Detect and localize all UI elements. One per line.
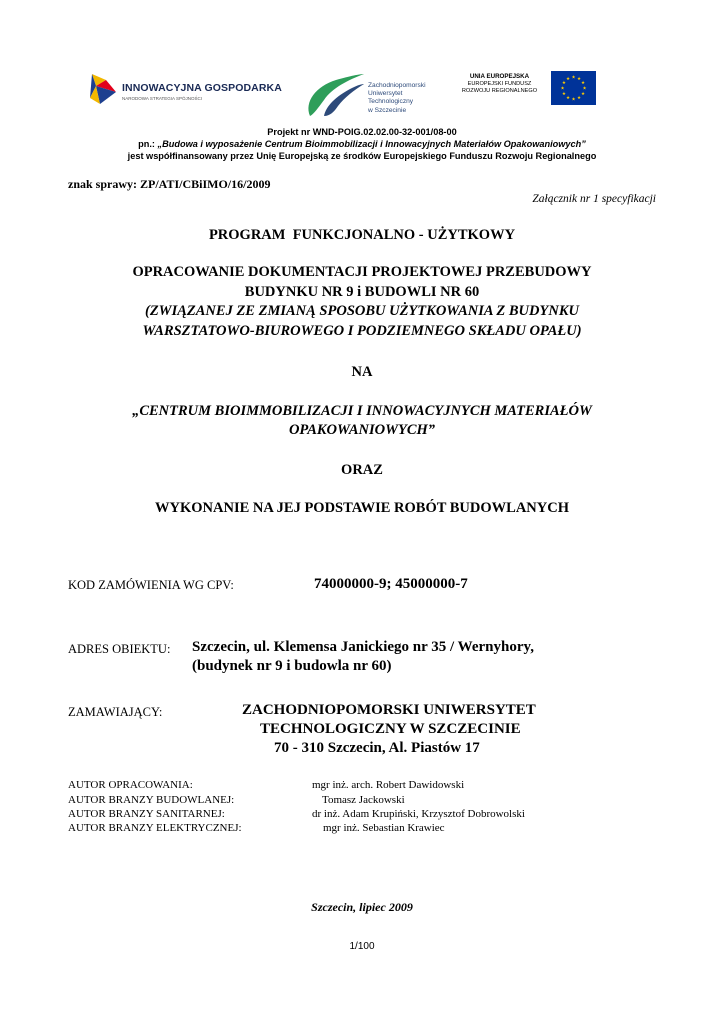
zut-line: Technologiczny (368, 98, 414, 106)
construction-heading: WYKONANIE NA JEJ PODSTAWIE ROBÓT BUDOWLANYCH (155, 500, 569, 516)
scope-line: BUDYNKU NR 9 i BUDOWLI NR 60 (244, 283, 480, 300)
scope-heading (0, 263, 724, 341)
client-label: ZAMAWIAJĄCY: (68, 705, 163, 719)
author-name: Tomasz Jackowski (322, 794, 405, 806)
author-role: AUTOR BRANZY ELEKTRYCZNEJ: (68, 822, 242, 834)
innowacyjna-gospodarka-logo (86, 68, 282, 112)
centrum-heading (0, 402, 724, 440)
address-line: Szczecin, ul. Klemensa Janickiego nr 35 / Wernyhory, (192, 639, 534, 655)
attachment-note: Załącznik nr 1 specyfikacji (532, 193, 656, 205)
scope-line: (ZWIĄZANEJ ZE ZMIANĄ SPOSOBU UŻYTKOWANIA Z BUDYNKU (145, 303, 579, 319)
author-name: dr inż. Adam Krupiński, Krzysztof Dobrowolski (312, 808, 525, 820)
financing-note: jest współfinansowany przez Unię Europejską ze środków Europejskiego Funduszu Rozwoju Regionalnego (127, 151, 597, 161)
eu-logo-line: EUROPEJSKI FUNDUSZ (467, 80, 532, 87)
eu-logo-text (452, 73, 547, 96)
zut-line: Uniwersytet (368, 90, 403, 98)
case-number: znak sprawy: ZP/ATI/CBiIMO/16/2009 (68, 177, 271, 191)
eu-star-icon: ★ (565, 77, 571, 83)
document-date: Szczecin, lipiec 2009 (311, 900, 413, 914)
scope-line: WARSZTATOWO-BIUROWEGO I PODZIEMNEGO SKŁADU OPAŁU) (142, 322, 582, 339)
ig-logo-name: INNOWACYJNA GOSPODARKA (122, 82, 282, 94)
zut-emblem-icon (302, 72, 364, 118)
program-heading: PROGRAM FUNKCJONALNO - UŻYTKOWY (208, 227, 516, 243)
client-address: 70 - 310 Szczecin, Al. Piastów 17 (274, 740, 480, 756)
eu-star-icon: ★ (571, 75, 576, 81)
project-number: Projekt nr WND-POIG.02.02.00-32-001/08-00 (267, 127, 457, 137)
project-name-prefix: pn.: (138, 139, 158, 149)
innowacyjna-gospodarka-emblem-icon (88, 72, 118, 106)
client-name: TECHNOLOGICZNY W SZCZECINIE (260, 721, 521, 737)
zut-logo (302, 70, 452, 118)
project-name: „Budowa i wyposażenie Centrum Bioimmobilizacji i Innowacyjnych Materiałów Opakowaniowych” (157, 139, 586, 149)
zut-line: w Szczecinie (368, 106, 407, 114)
zut-line: Zachodniopomorski (368, 82, 426, 89)
cpv-label: KOD ZAMÓWIENIA WG CPV: (68, 578, 234, 592)
cpv-value: 74000000-9; 45000000-7 (314, 576, 468, 592)
author-name: mgr inż. arch. Robert Dawidowski (312, 779, 465, 791)
na-heading: NA (351, 364, 373, 380)
address-label: ADRES OBIEKTU: (68, 642, 171, 656)
author-name: mgr inż. Sebastian Krawiec (323, 822, 445, 834)
author-role: AUTOR OPRACOWANIA: (68, 779, 193, 791)
eu-star-icon: ★ (576, 77, 582, 83)
eu-star-icon: ★ (580, 92, 586, 98)
eu-logo (452, 70, 596, 110)
author-role: AUTOR BRANZY BUDOWLANEJ: (68, 794, 235, 806)
client-name: ZACHODNIOPOMORSKI UNIWERSYTET (242, 702, 536, 718)
eu-star-icon: ★ (561, 92, 567, 98)
centrum-line: „CENTRUM BIOIMMOBILIZACJI I INNOWACYJNYCH MATERIAŁÓW (132, 403, 592, 419)
centrum-line: OPAKOWANIOWYCH” (288, 422, 436, 438)
eu-star-icon: ★ (580, 81, 586, 87)
eu-star-icon: ★ (561, 81, 567, 87)
scope-line: OPRACOWANIE DOKUMENTACJI PROJEKTOWEJ PRZEBUDOWY (132, 264, 592, 280)
ig-logo-subtitle: NARODOWA STRATEGIA SPÓJNOŚCI (122, 96, 203, 101)
project-name-line (0, 139, 724, 149)
eu-star-icon: ★ (571, 97, 576, 103)
eu-flag-icon (551, 71, 596, 105)
eu-star-icon: ★ (560, 86, 565, 92)
oraz-heading: ORAZ (341, 462, 383, 478)
eu-star-icon: ★ (576, 96, 582, 102)
eu-logo-line: ROZWOJU REGIONALNEGO (461, 88, 538, 95)
zut-logo-text (368, 82, 426, 115)
eu-star-icon: ★ (582, 86, 587, 92)
author-role: AUTOR BRANZY SANITARNEJ: (68, 808, 225, 820)
eu-star-icon: ★ (565, 96, 571, 102)
address-line: (budynek nr 9 i budowla nr 60) (192, 658, 392, 674)
page-number: 1/100 (349, 941, 375, 952)
eu-logo-title: UNIA EUROPEJSKA (469, 73, 530, 80)
